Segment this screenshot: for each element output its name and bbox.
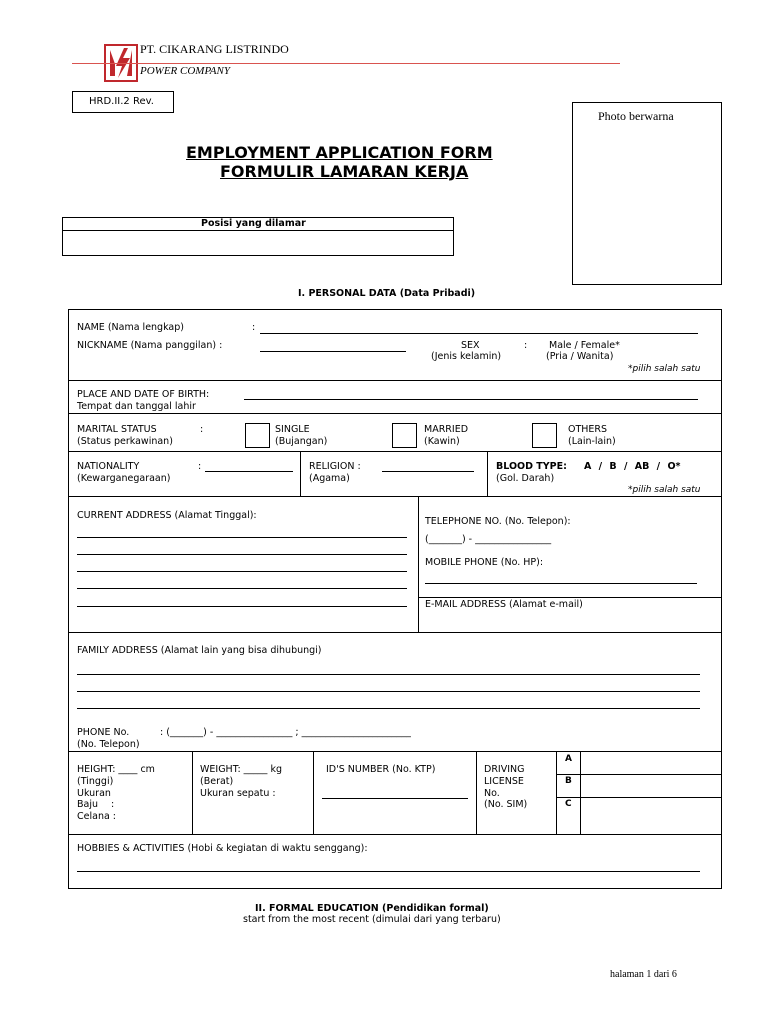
pants-size-label: Celana : [77,811,117,822]
nationality-input[interactable] [205,471,293,472]
sex-label-id: (Jenis kelamin) [431,351,502,362]
family-address-line-1[interactable] [77,674,700,675]
license-c-label: C [565,799,572,809]
driving-label-4: (No. SIM) [484,799,528,810]
hobbies-line-1[interactable] [77,871,700,872]
current-address-label: CURRENT ADDRESS (Alamat Tinggal): [77,510,257,521]
section2-title: II. FORMAL EDUCATION (Pendidikan formal) [255,903,489,914]
blood-label-id: (Gol. Darah) [496,473,555,484]
id-number-input[interactable] [322,798,468,799]
sex-options[interactable]: Male / Female* [549,340,620,351]
blood-options[interactable]: A / B / AB / O* [584,461,681,472]
position-input[interactable] [63,231,453,255]
marital-label: MARITAL STATUS [77,424,157,435]
family-address-line-3[interactable] [77,708,700,709]
license-b-label: B [565,776,572,786]
married-label: MARRIED [424,424,469,435]
blood-label: BLOOD TYPE: [496,461,567,472]
photo-label: Photo berwarna [598,109,674,123]
form-title-en: EMPLOYMENT APPLICATION FORM [186,143,493,162]
weight-label: WEIGHT: _____ kg [200,764,282,775]
driving-label-2: LICENSE [484,776,524,787]
phone-label-id: (No. Telepon) [77,739,140,750]
shirt-size-label: Ukuran [77,788,111,799]
family-address-line-2[interactable] [77,691,700,692]
driving-label-1: DRIVING [484,764,525,775]
doc-code: HRD.II.2 Rev. [89,96,154,107]
others-label: OTHERS [568,424,608,435]
marital-colon: : [200,424,204,435]
license-a-label: A [565,754,572,764]
nickname-input[interactable] [260,351,406,352]
mobile-input[interactable] [425,583,697,584]
current-address-line-5[interactable] [77,606,407,607]
position-label: Posisi yang dilamar [201,218,306,229]
phone-input[interactable]: : (_______) - ________________ ; _______________________ [160,727,411,738]
religion-label-id: (Agama) [309,473,350,484]
telephone-input[interactable]: (_______) - ________________ [425,534,552,545]
name-input[interactable] [260,333,698,334]
marital-label-id: (Status perkawinan) [77,436,173,447]
header-rule [72,63,620,64]
single-checkbox[interactable] [245,423,270,448]
mobile-label: MOBILE PHONE (No. HP): [425,557,544,568]
nationality-colon: : [198,461,202,472]
sex-colon: : [524,340,528,351]
telephone-label: TELEPHONE NO. (No. Telepon): [425,516,571,527]
birth-label: PLACE AND DATE OF BIRTH: [77,389,210,400]
single-label-id: (Bujangan) [275,436,328,447]
blood-note: *pilih salah satu [628,485,701,495]
name-label: NAME (Nama lengkap) [77,322,184,333]
single-label: SINGLE [275,424,310,435]
position-box [62,217,454,256]
company-subtitle: POWER COMPANY [140,65,230,77]
religion-input[interactable] [382,471,474,472]
family-address-label: FAMILY ADDRESS (Alamat lain yang bisa dihubungi) [77,645,322,656]
license-c-input[interactable] [582,799,720,832]
hobbies-line-2[interactable] [77,888,700,889]
nationality-label-id: (Kewarganegaraan) [77,473,171,484]
religion-label: RELIGION : [309,461,361,472]
birth-label-id: Tempat dan tanggal lahir [77,401,196,412]
form-title-id: FORMULIR LAMARAN KERJA [220,162,469,181]
current-address-line-3[interactable] [77,571,407,572]
height-label-id: (Tinggi) [77,776,114,787]
doc-code-box [72,91,174,113]
hobbies-label: HOBBIES & ACTIVITIES (Hobi & kegiatan di waktu senggang): [77,843,368,854]
height-label: HEIGHT: ____ cm [77,764,155,775]
license-a-input[interactable] [582,753,720,773]
current-address-line-2[interactable] [77,554,407,555]
section1-title: I. PERSONAL DATA (Data Pribadi) [298,288,476,299]
current-address-line-4[interactable] [77,588,407,589]
sex-note: *pilih salah satu [628,364,701,374]
married-label-id: (Kawin) [424,436,460,447]
others-checkbox[interactable] [532,423,557,448]
company-name: PT. CIKARANG LISTRINDO [140,42,289,56]
current-address-line-1[interactable] [77,537,407,538]
phone-label: PHONE No. [77,727,130,738]
shoe-size-label: Ukuran sepatu : [200,788,276,799]
driving-label-3: No. [484,788,500,799]
sex-label: SEX [461,340,480,351]
weight-label-id: (Berat) [200,776,234,787]
license-b-input[interactable] [582,776,720,796]
page-number: halaman 1 dari 6 [610,969,677,980]
sex-options-id: (Pria / Wanita) [546,351,614,362]
name-colon: : [252,322,256,333]
birth-input[interactable] [244,399,698,400]
shirt-size-label-2: Baju : [77,799,115,810]
id-number-label: ID'S NUMBER (No. KTP) [326,764,436,775]
nationality-label: NATIONALITY [77,461,140,472]
email-label: E-MAIL ADDRESS (Alamat e-mail) [425,599,583,610]
section2-subtitle: start from the most recent (dimulai dari yang terbaru) [243,914,501,925]
married-checkbox[interactable] [392,423,417,448]
photo-box [572,102,722,285]
others-label-id: (Lain-lain) [568,436,616,447]
nickname-label: NICKNAME (Nama panggilan) : [77,340,223,351]
